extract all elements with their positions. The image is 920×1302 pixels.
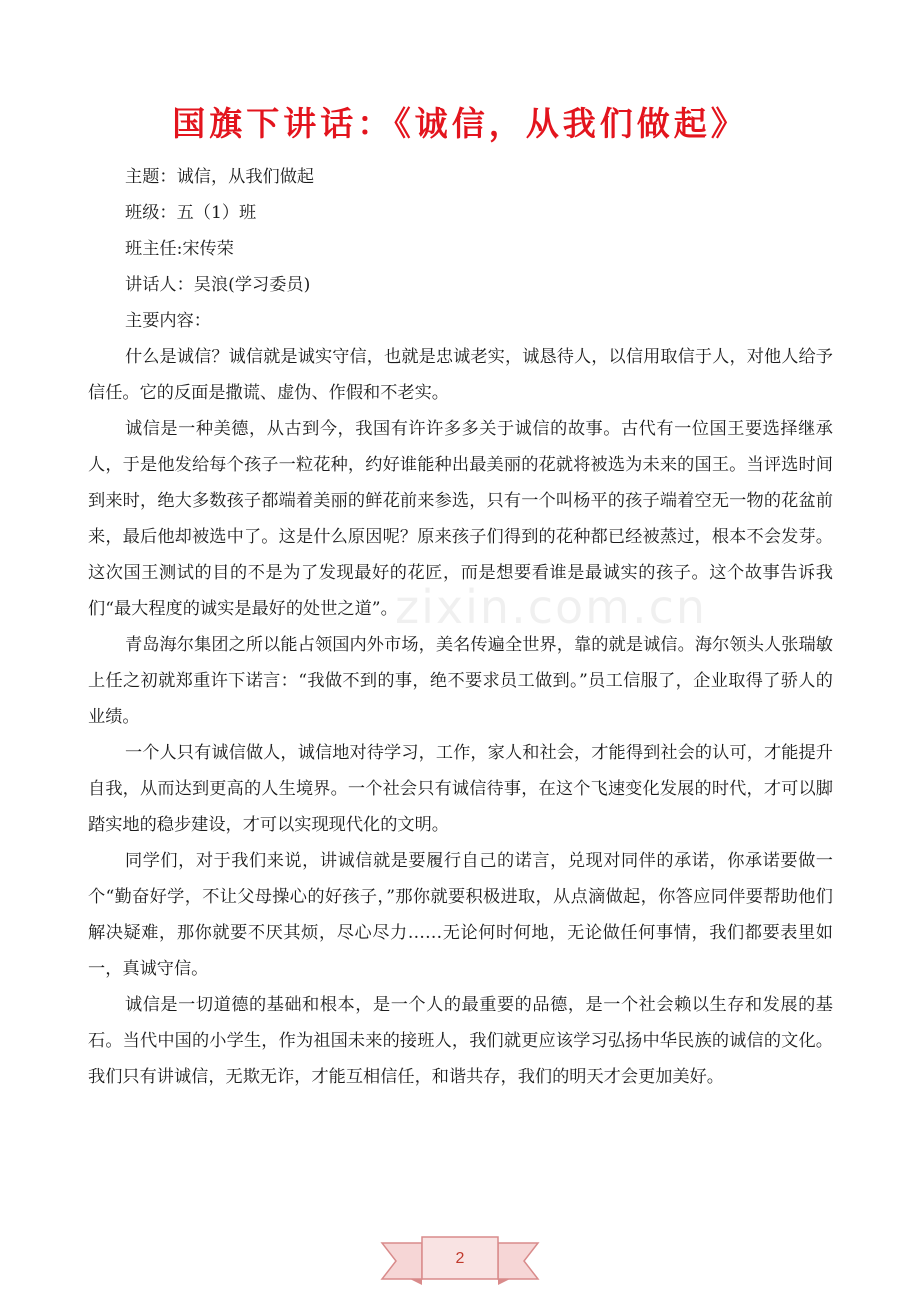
- paragraph: 一个人只有诚信做人，诚信地对待学习，工作，家人和社会，才能得到社会的认可，才能提升自我，从而达到更高的人生境界。一个社会只有诚信待事，在这个飞速变化发展的时代，才可以脚踏实地的稳步建设，才可以实现现代化的文明。: [88, 743, 833, 835]
- page-number: 2: [455, 1250, 465, 1267]
- meta-speaker: 讲话人：吴浪(学习委员): [125, 275, 311, 295]
- page-title: 国旗下讲话：《诚信，从我们做起》: [172, 104, 748, 143]
- paragraph: 同学们，对于我们来说，讲诚信就是要履行自己的诺言，兑现对同伴的承诺，你承诺要做一个“勤奋好学，不让父母操心的好孩子，”那你就要积极进取，从点滴做起，你答应同伴要帮助他们解决疑难，那你就要不厌其烦，尽心尽力……无论何时何地，无论做任何事情，我们都要表里如一，真诚守信。: [88, 851, 833, 979]
- paragraph: 青岛海尔集团之所以能占领国内外市场，美名传遍全世界，靠的就是诚信。海尔领头人张瑞敏上任之初就郑重许下诺言：“我做不到的事，绝不要求员工做到。”员工信服了，企业取得了骄人的业绩。: [88, 635, 833, 727]
- page-number-badge: [380, 1233, 540, 1289]
- watermark: zixin.com.cn: [395, 580, 708, 634]
- meta-theme: 主题：诚信，从我们做起: [125, 167, 315, 187]
- paragraph: 诚信是一切道德的基础和根本，是一个人的最重要的品德，是一个社会赖以生存和发展的基石。当代中国的小学生，作为祖国未来的接班人，我们就更应该学习弘扬中华民族的诚信的文化。我们只有讲诚信，无欺无诈，才能互相信任，和谐共存，我们的明天才会更加美好。: [88, 995, 833, 1087]
- meta-class: 班级：五（1）班: [125, 203, 257, 223]
- paragraph: 诚信是一种美德，从古到今，我国有许许多多关于诚信的故事。古代有一位国王要选择继承人，于是他发给每个孩子一粒花种，约好谁能种出最美丽的花就将被选为未来的国王。当评选时间到来时，绝大多数孩子都端着美丽的鲜花前来参选，只有一个叫杨平的孩子端着空无一物的花盆前来，最后他却被选中了。这是什么原因呢？原来孩子们得到的花种都已经被蒸过，根本不会发芽。这次国王测试的目的不是为了发现最好的花匠，而是想要看谁是最诚实的孩子。这个故事告诉我们“最大程度的诚实是最好的处世之道”。: [88, 419, 833, 619]
- paragraph: 什么是诚信？诚信就是诚实守信，也就是忠诚老实，诚恳待人，以信用取信于人，对他人给予信任。它的反面是撒谎、虚伪、作假和不老实。: [88, 347, 833, 403]
- meta-main-content: 主要内容：: [125, 311, 211, 331]
- meta-teacher: 班主任:宋传荣: [125, 239, 234, 259]
- document-body: [88, 159, 833, 1095]
